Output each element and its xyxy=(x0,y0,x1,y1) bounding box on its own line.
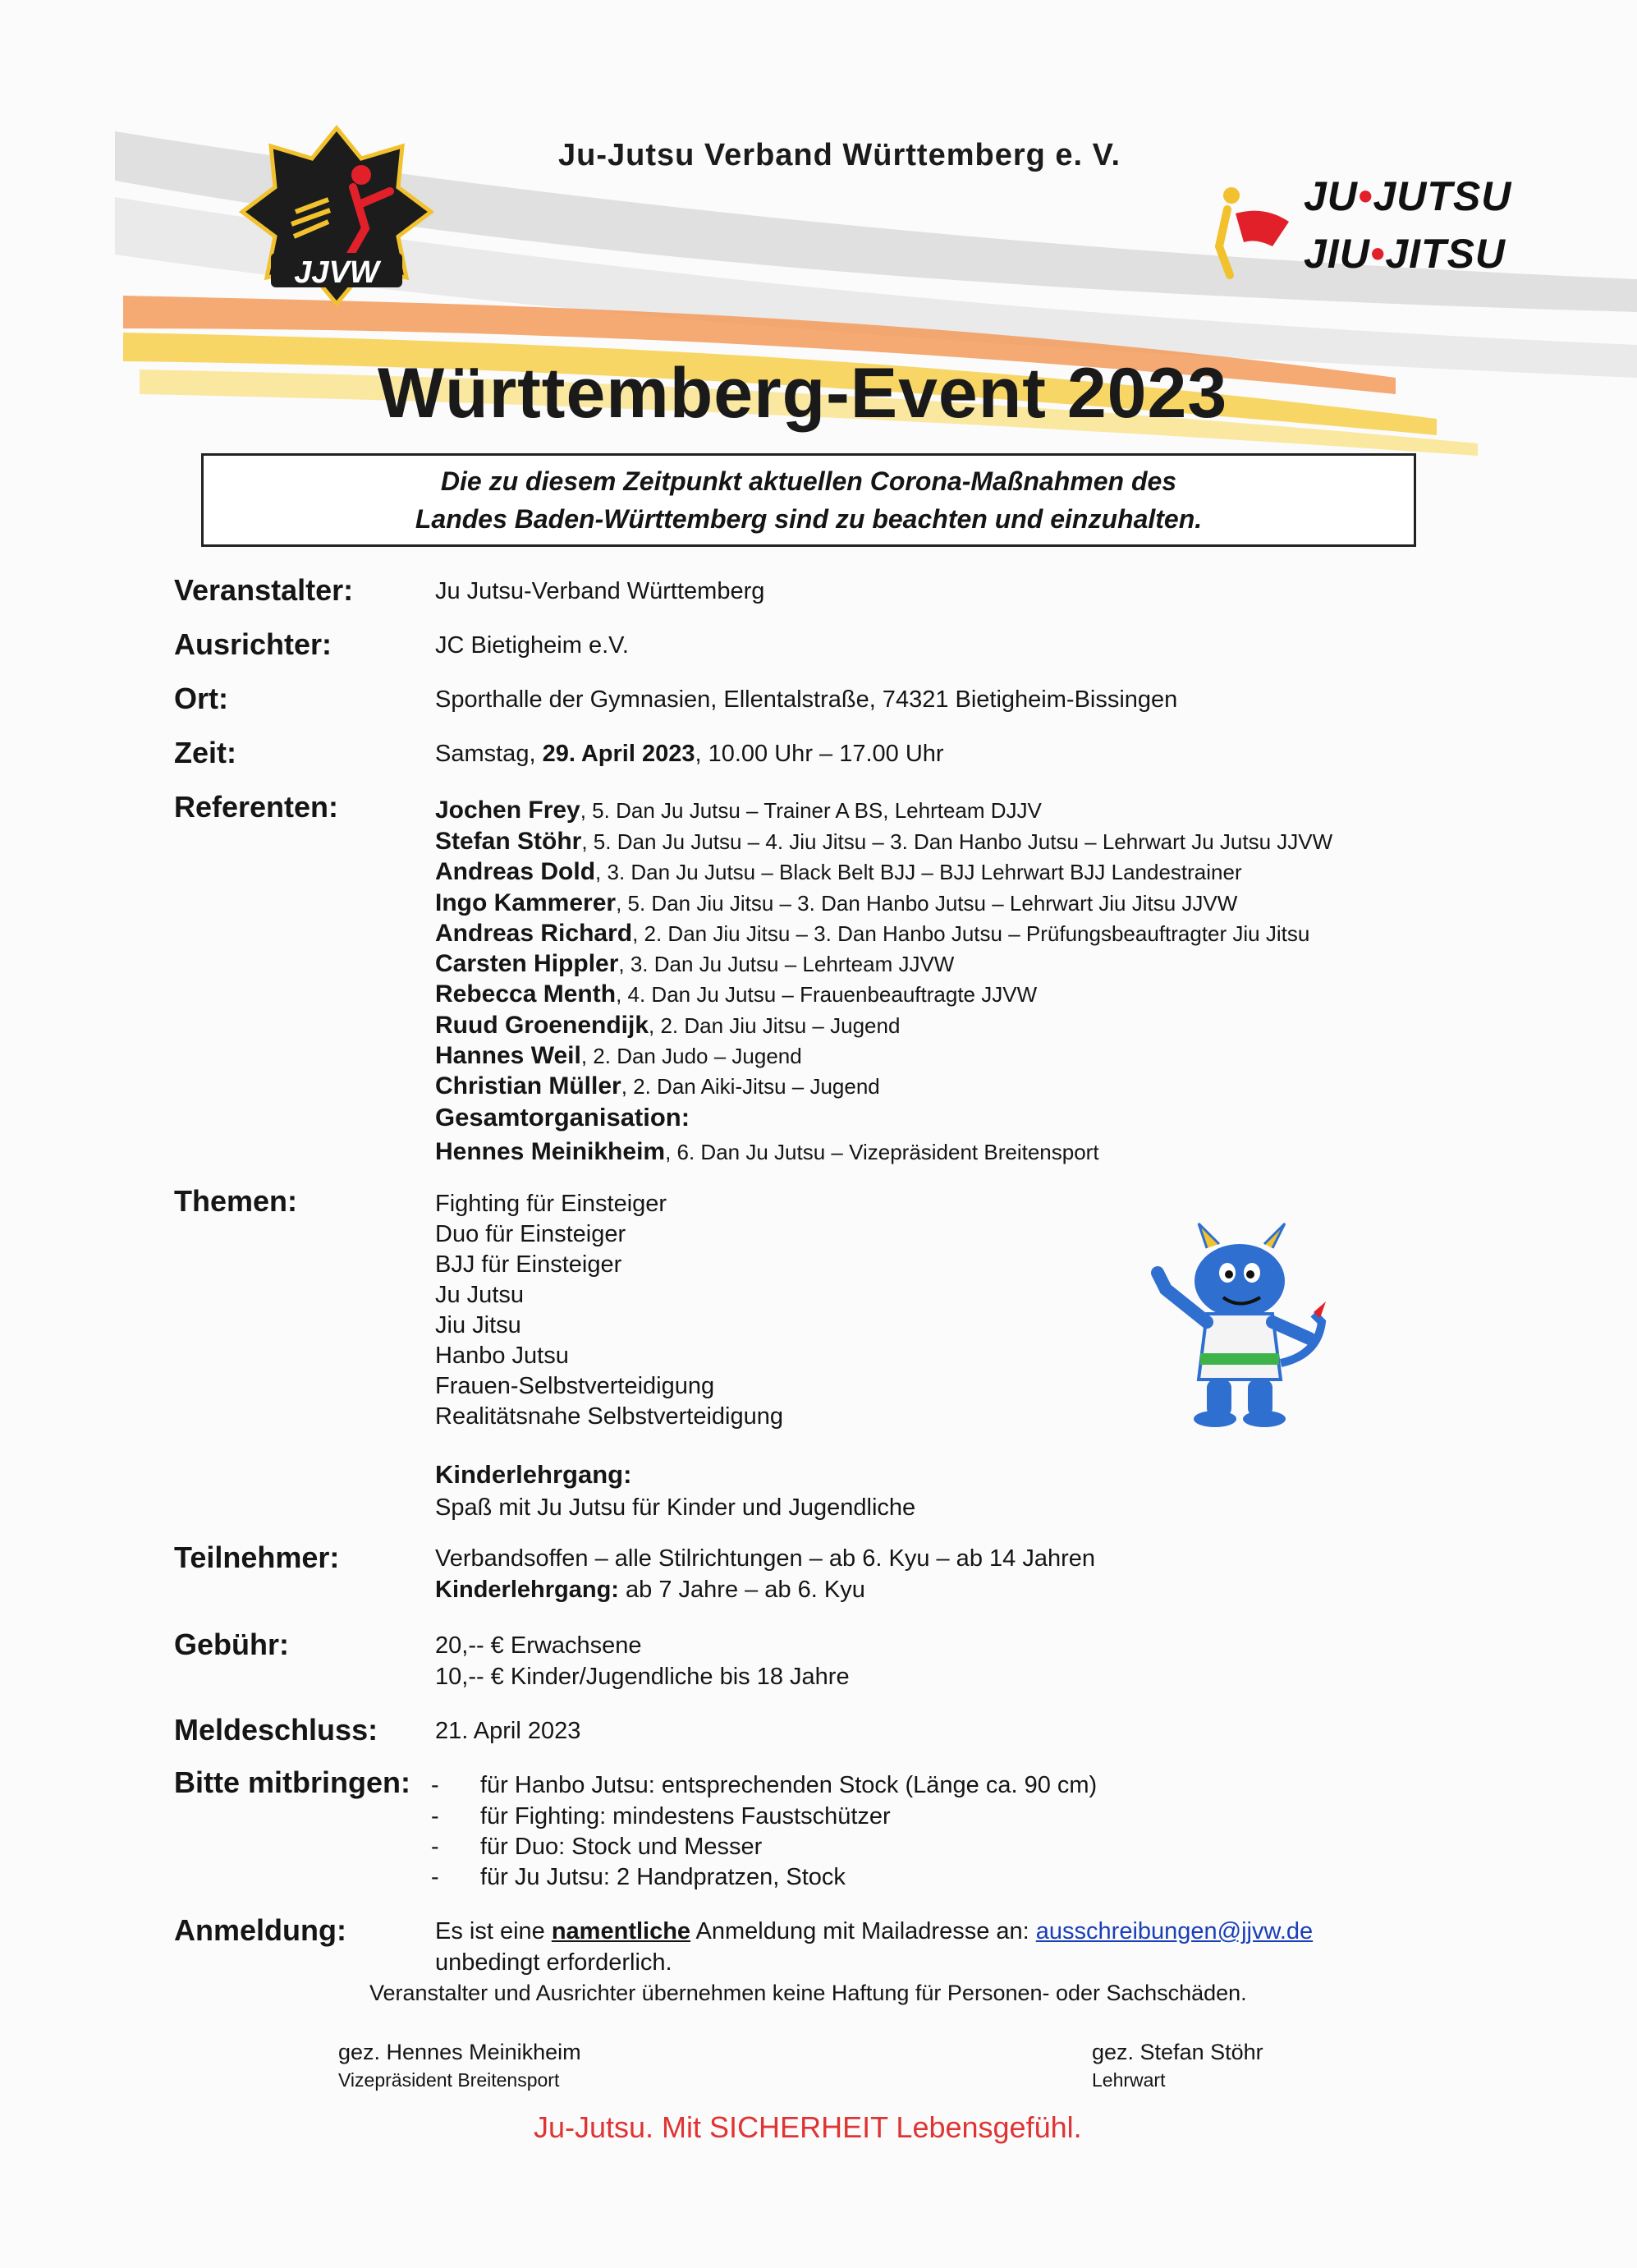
veranstalter-label: Veranstalter: xyxy=(174,573,354,607)
ausrichter-value: JC Bietigheim e.V. xyxy=(435,632,629,659)
corona-notice-box xyxy=(201,453,1416,547)
referent-item: Andreas Dold, 3. Dan Ju Jutsu – Black Belt BJJ – BJJ Lehrwart BJJ Landestrainer xyxy=(435,858,1242,885)
referent-item: Andreas Richard, 2. Dan Jiu Jitsu – 3. Dan Hanbo Jutsu – Prüfungsbeauftragter Jiu Jitsu xyxy=(435,920,1310,947)
org-name: Ju-Jutsu Verband Württemberg e. V. xyxy=(558,138,1121,172)
referent-item: Christian Müller, 2. Dan Aiki-Jitsu – Jugend xyxy=(435,1072,880,1100)
teilnehmer-line-1: Verbandsoffen – alle Stilrichtungen – ab 6. Kyu – ab 14 Jahren xyxy=(435,1545,1095,1572)
slogan: Ju-Jutsu. Mit SICHERHEIT Lebensgefühl. xyxy=(534,2110,1082,2144)
referent-item: Ingo Kammerer, 5. Dan Jiu Jitsu – 3. Dan Hanbo Jutsu – Lehrwart Jiu Jitsu JJVW xyxy=(435,889,1238,916)
jjvw-logo xyxy=(238,122,435,310)
ju-jutsu-logo xyxy=(1207,172,1535,287)
page-title: Württemberg-Event 2023 xyxy=(378,354,1228,433)
anmeldung-line-1: Es ist eine namentliche Anmeldung mit Mailadresse an: ausschreibungen@jjvw.de xyxy=(435,1918,1314,1944)
kinderlehrgang-heading: Kinderlehrgang: xyxy=(435,1460,632,1489)
jjvw-logo-text: JJVW xyxy=(294,255,379,290)
themen-item: BJJ für Einsteiger xyxy=(435,1251,622,1278)
kinderlehrgang-text: Spaß mit Ju Jutsu für Kinder und Jugendliche xyxy=(435,1494,916,1521)
referent-item: Rebecca Menth, 4. Dan Ju Jutsu – Frauenbeauftragte JJVW xyxy=(435,980,1038,1008)
jumping-figure-icon xyxy=(1207,181,1297,279)
jiu-jitsu-line: JIU•JITSU xyxy=(1304,231,1506,277)
ort-label: Ort: xyxy=(174,682,228,715)
themen-item: Fighting für Einsteiger xyxy=(435,1191,667,1217)
mitbringen-item: für Fighting: mindestens Faustschützer xyxy=(480,1803,891,1830)
gesamtorganisation-item: Hennes Meinikheim, 6. Dan Ju Jutsu – Vizepräsident Breitensport xyxy=(435,1138,1099,1165)
meldeschluss-label: Meldeschluss: xyxy=(174,1713,378,1747)
themen-item: Realitätsnahe Selbstverteidigung xyxy=(435,1403,783,1430)
themen-label: Themen: xyxy=(174,1184,298,1218)
gesamtorganisation-heading: Gesamtorganisation: xyxy=(435,1103,690,1132)
referent-item: Jochen Frey, 5. Dan Ju Jutsu – Trainer A BS, Lehrteam DJJV xyxy=(435,797,1042,824)
anmeldung-email-link[interactable]: ausschreibungen@jjvw.de xyxy=(1035,1918,1314,1944)
anmeldung-label: Anmeldung: xyxy=(174,1913,346,1947)
themen-item: Jiu Jitsu xyxy=(435,1312,521,1338)
referent-item: Hannes Weil, 2. Dan Judo – Jugend xyxy=(435,1042,802,1069)
ausrichter-label: Ausrichter: xyxy=(174,627,332,661)
ju-jutsu-line: JU•JUTSU xyxy=(1304,173,1512,219)
signature-right-name: gez. Stefan Stöhr xyxy=(1092,2040,1263,2064)
referent-item: Stefan Stöhr, 5. Dan Ju Jutsu – 4. Jiu Jitsu – 3. Dan Hanbo Jutsu – Lehrwart Ju Jutsu JJVW xyxy=(435,828,1333,855)
gebuehr-line-1: 20,-- € Erwachsene xyxy=(435,1632,642,1659)
anmeldung-line-2: unbedingt erforderlich. xyxy=(435,1949,672,1976)
themen-list xyxy=(435,1189,783,1432)
list-dash: - xyxy=(431,1772,439,1798)
mitbringen-item: für Ju Jutsu: 2 Handpratzen, Stock xyxy=(480,1864,846,1890)
zeit-value: Samstag, 29. April 2023, 10.00 Uhr – 17.00 Uhr xyxy=(435,741,944,767)
list-dash: - xyxy=(431,1803,439,1830)
referenten-label: Referenten: xyxy=(174,790,339,824)
veranstalter-value: Ju Jutsu-Verband Württemberg xyxy=(435,578,765,604)
gebuehr-label: Gebühr: xyxy=(174,1628,289,1661)
signature-left-role: Vizepräsident Breitensport xyxy=(338,2069,560,2091)
notice-line-1: Die zu diesem Zeitpunkt aktuellen Corona-Maßnahmen des xyxy=(440,466,1177,496)
teilnehmer-label: Teilnehmer: xyxy=(174,1540,340,1574)
ort-value: Sporthalle der Gymnasien, Ellentalstraße, 74321 Bietigheim-Bissingen xyxy=(435,686,1178,713)
gebuehr-line-2: 10,-- € Kinder/Jugendliche bis 18 Jahre xyxy=(435,1664,850,1690)
meldeschluss-value: 21. April 2023 xyxy=(435,1718,581,1744)
signature-left-name: gez. Hennes Meinikheim xyxy=(338,2040,581,2064)
mitbringen-item: für Duo: Stock und Messer xyxy=(480,1834,763,1860)
themen-item: Hanbo Jutsu xyxy=(435,1343,569,1369)
referent-item: Carsten Hippler, 3. Dan Ju Jutsu – Lehrteam JJVW xyxy=(435,950,955,977)
themen-item: Ju Jutsu xyxy=(435,1282,524,1308)
dragon-mascot-icon xyxy=(1149,1215,1330,1429)
signature-right-role: Lehrwart xyxy=(1092,2069,1166,2091)
list-dash: - xyxy=(431,1864,439,1890)
mitbringen-label: Bitte mitbringen: xyxy=(174,1765,410,1799)
mitbringen-item: für Hanbo Jutsu: entsprechenden Stock (Länge ca. 90 cm) xyxy=(480,1772,1098,1798)
teilnehmer-line-2: Kinderlehrgang: ab 7 Jahre – ab 6. Kyu xyxy=(435,1577,865,1603)
zeit-label: Zeit: xyxy=(174,736,236,769)
notice-line-2: Landes Baden-Württemberg sind zu beachten und einzuhalten. xyxy=(415,504,1203,534)
list-dash: - xyxy=(431,1834,439,1860)
disclaimer: Veranstalter und Ausrichter übernehmen keine Haftung für Personen- oder Sachschäden. xyxy=(369,1981,1247,2005)
referent-item: Ruud Groenendijk, 2. Dan Jiu Jitsu – Jugend xyxy=(435,1012,901,1039)
themen-item: Duo für Einsteiger xyxy=(435,1221,626,1247)
themen-item: Frauen-Selbstverteidigung xyxy=(435,1373,715,1399)
